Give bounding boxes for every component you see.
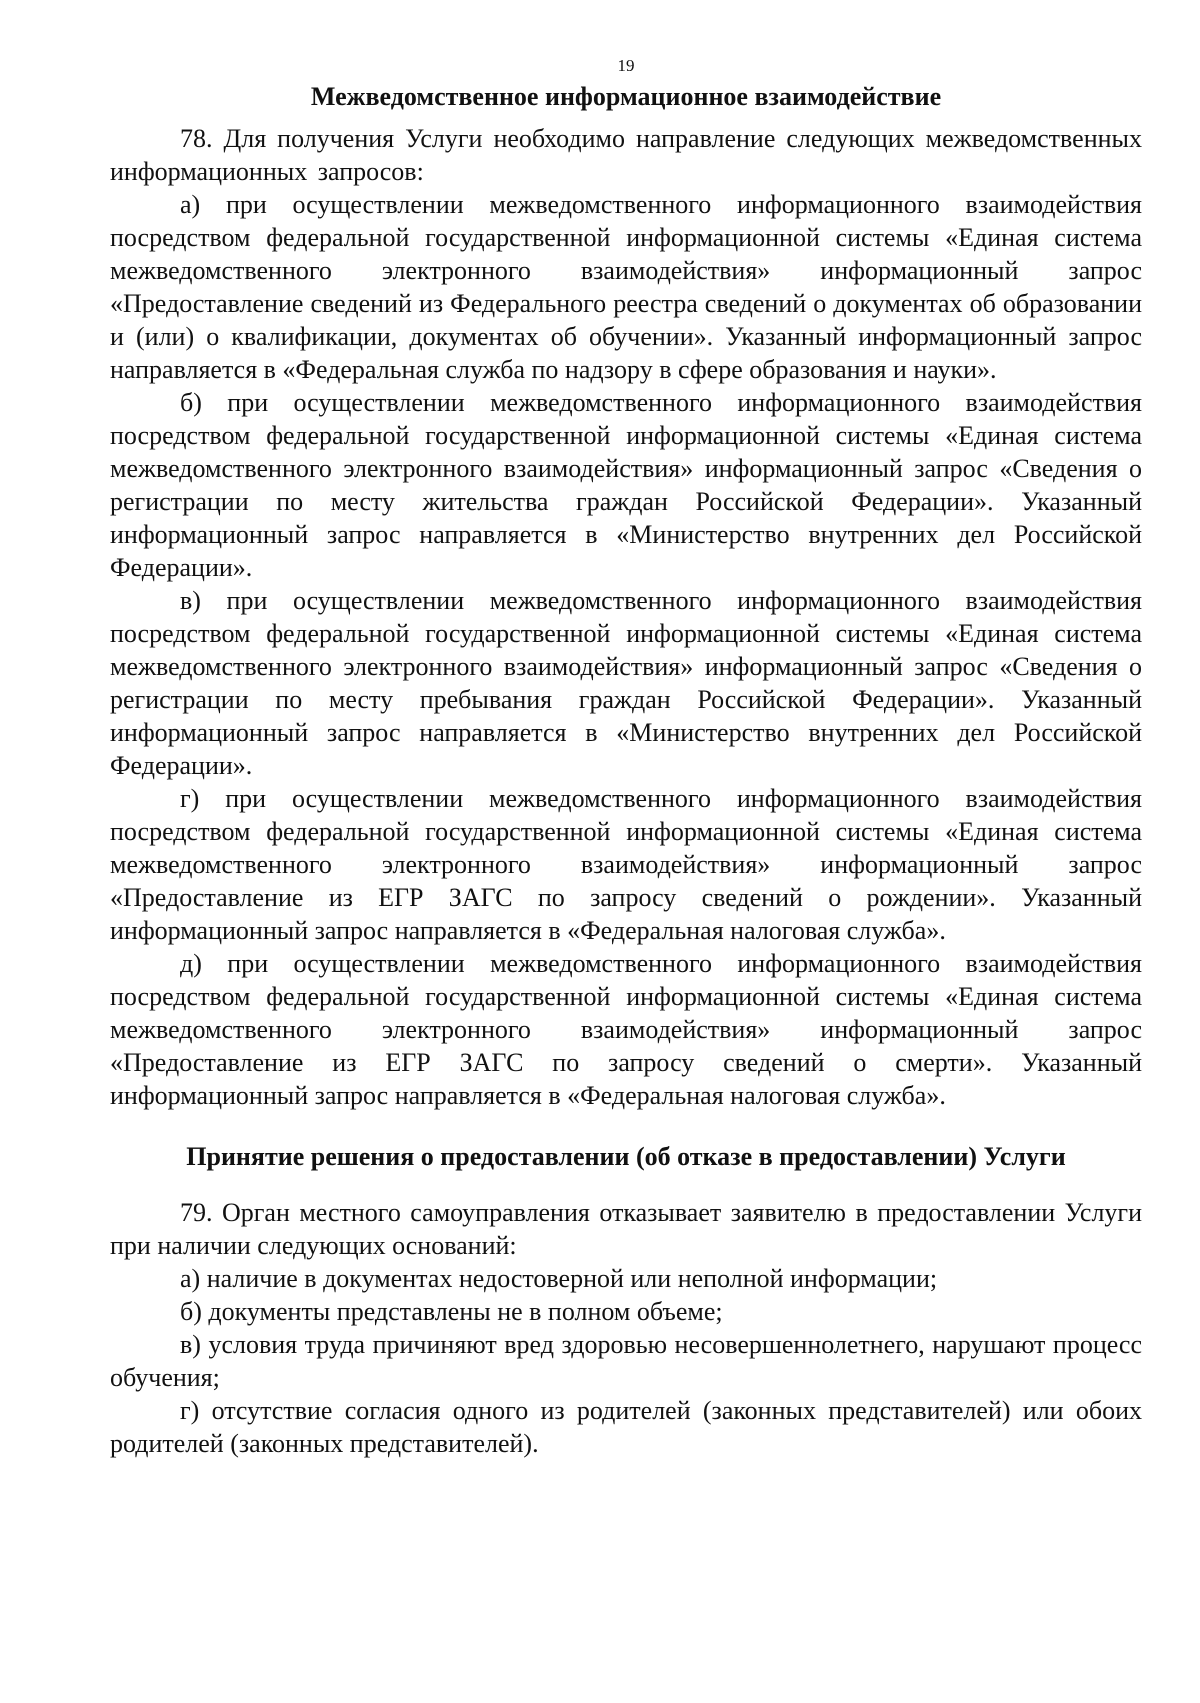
page-number: 19 bbox=[617, 56, 635, 75]
paragraph-79-v: в) условия труда причиняют вред здоровью несовершеннолетнего, нарушают процесс обучения; bbox=[110, 1330, 1142, 1392]
paragraph-79-b: б) документы представлены не в полном объеме; bbox=[180, 1297, 723, 1326]
paragraph-78-b: б) при осуществлении межведомственного информационного взаимодействия посредством федеральной государственной информационной системы «Единая система межведомственного электронного взаимодействия» информационный запрос «Сведения о регистрации по месту жительства граждан Российской Федерации». Указанный информационный запрос направляется в «Министерство внутренних дел Российской Федерации». bbox=[110, 388, 1142, 582]
paragraph-79-g: г) отсутствие согласия одного из родителей (законных представителей) или обоих родителей (законных представителей). bbox=[110, 1396, 1142, 1458]
paragraph-79-a: а) наличие в документах недостоверной или неполной информации; bbox=[180, 1264, 938, 1293]
paragraph-78-a: а) при осуществлении межведомственного информационного взаимодействия посредством федеральной государственной информационной системы «Единая система межведомственного электронного взаимодействия» информационный запрос «Предоставление сведений из Федерального реестра сведений о документах об образовании и (или) о квалификации, документах об обучении». Указанный информационный запрос направляется в «Федеральная служба по надзору в сфере образования и науки». bbox=[110, 190, 1142, 384]
paragraph-78-d: д) при осуществлении межведомственного информационного взаимодействия посредством федеральной государственной информационной системы «Единая система межведомственного электронного взаимодействия» информационный запрос «Предоставление из ЕГР ЗАГС по запросу сведений о смерти». Указанный информационный запрос направляется в «Федеральная налоговая служба». bbox=[110, 949, 1142, 1110]
paragraph-79-intro: 79. Орган местного самоуправления отказывает заявителю в предоставлении Услуги при наличии следующих оснований: bbox=[110, 1198, 1142, 1260]
paragraph-78-intro: 78. Для получения Услуги необходимо направление следующих межведомственных информационных запросов: bbox=[110, 124, 1142, 186]
paragraph-78-g: г) при осуществлении межведомственного информационного взаимодействия посредством федеральной государственной информационной системы «Единая система межведомственного электронного взаимодействия» информационный запрос «Предоставление из ЕГР ЗАГС по запросу сведений о рождении». Указанный информационный запрос направляется в «Федеральная налоговая служба». bbox=[110, 784, 1142, 945]
paragraph-78-v: в) при осуществлении межведомственного информационного взаимодействия посредством федеральной государственной информационной системы «Единая система межведомственного электронного взаимодействия» информационный запрос «Сведения о регистрации по месту пребывания граждан Российской Федерации». Указанный информационный запрос направляется в «Министерство внутренних дел Российской Федерации». bbox=[110, 586, 1142, 780]
section-heading-decision: Принятие решения о предоставлении (об отказе в предоставлении) Услуги bbox=[186, 1142, 1066, 1171]
page-content bbox=[110, 56, 1142, 1460]
section-heading-interagency: Межведомственное информационное взаимодействие bbox=[310, 82, 942, 111]
